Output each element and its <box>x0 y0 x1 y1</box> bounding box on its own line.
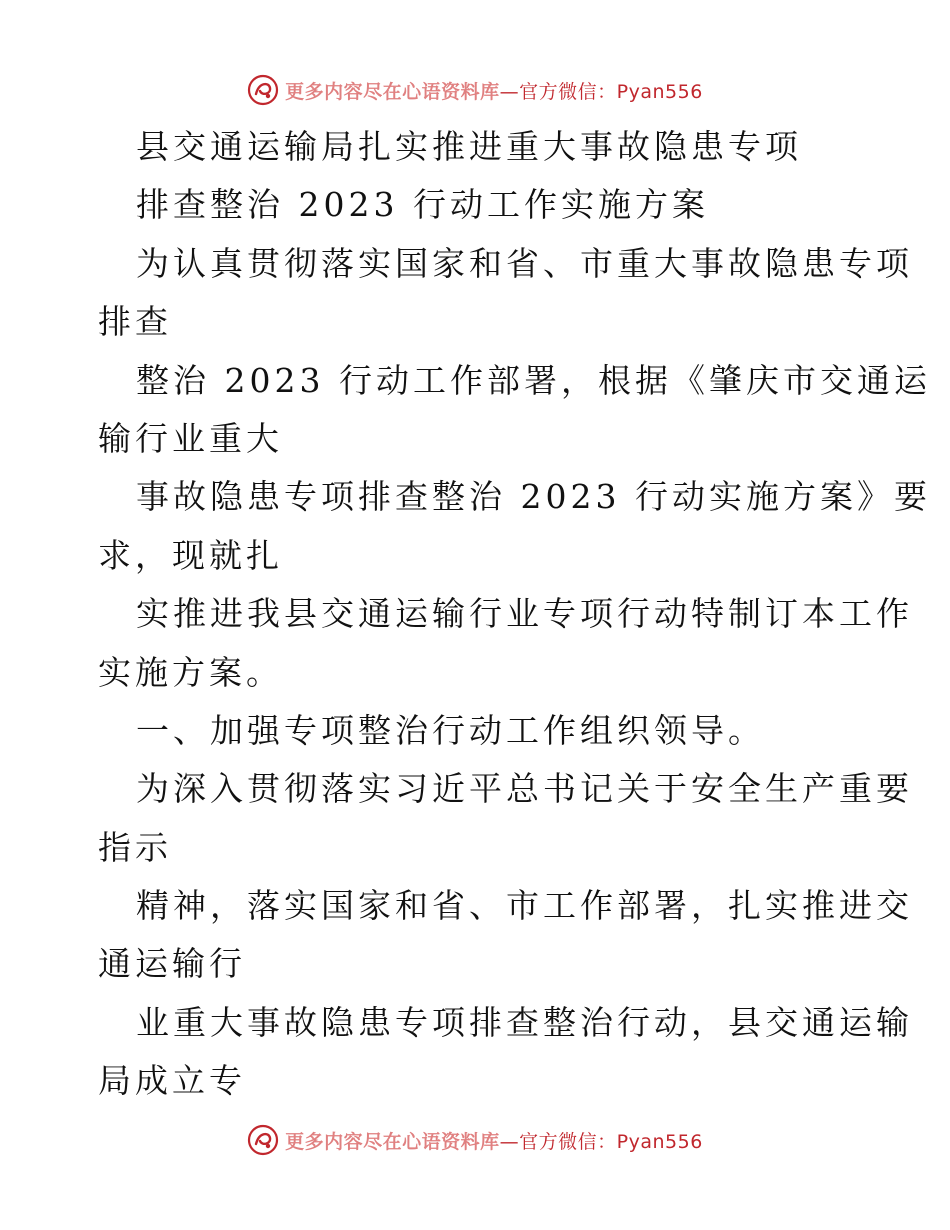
footer-contact: 官方微信：Pyan556 <box>519 1130 703 1153</box>
document-body <box>98 118 931 1111</box>
paragraph-line: 精神，落实国家和省、市工作部署，扎实推进交 <box>136 886 913 926</box>
paragraph-line: 为深入贯彻落实习近平总书记关于安全生产重要 <box>136 769 913 809</box>
header-contact: 官方微信：Pyan556 <box>519 80 703 103</box>
document-title-line-1: 县交通运输局扎实推进重大事故隐患专项 <box>136 127 802 166</box>
paragraph-line: 实推进我县交通运输行业专项行动特制订本工作 <box>136 594 913 634</box>
header-brand: 更多内容尽在心语资料库 <box>285 80 500 103</box>
paragraph-line: 整治 2023 行动工作部署，根据《肇庆市交通运 <box>136 360 931 400</box>
paragraph-line: 业重大事故隐患专项排查整治行动，县交通运输 <box>136 1002 913 1042</box>
paragraph-line: 求，现就扎 <box>98 535 283 575</box>
paragraph-line: 排查 <box>98 302 172 342</box>
paragraph-line: 指示 <box>98 827 172 867</box>
paragraph-line: 通运输行 <box>98 944 246 984</box>
footer-brand: 更多内容尽在心语资料库 <box>285 1130 500 1153</box>
paragraph-line: 实施方案。 <box>98 652 283 692</box>
paragraph-line: 输行业重大 <box>98 418 283 458</box>
header-banner[interactable] <box>0 72 950 108</box>
paragraph-line: 事故隐患专项排查整治 2023 行动实施方案》要 <box>136 477 931 517</box>
footer-banner[interactable] <box>0 1122 950 1158</box>
section-heading: 一、加强专项整治行动工作组织领导。 <box>136 710 765 750</box>
logo-icon <box>247 74 279 106</box>
footer-banner-text <box>285 1127 703 1154</box>
header-separator: — <box>499 80 520 103</box>
header-banner-text <box>285 77 703 104</box>
footer-separator: — <box>499 1130 520 1153</box>
logo-icon <box>247 1124 279 1156</box>
paragraph-line: 为认真贯彻落实国家和省、市重大事故隐患专项 <box>136 243 913 283</box>
document-title-line-2: 排查整治 2023 行动工作实施方案 <box>136 185 709 225</box>
paragraph-line: 局成立专 <box>98 1061 246 1101</box>
